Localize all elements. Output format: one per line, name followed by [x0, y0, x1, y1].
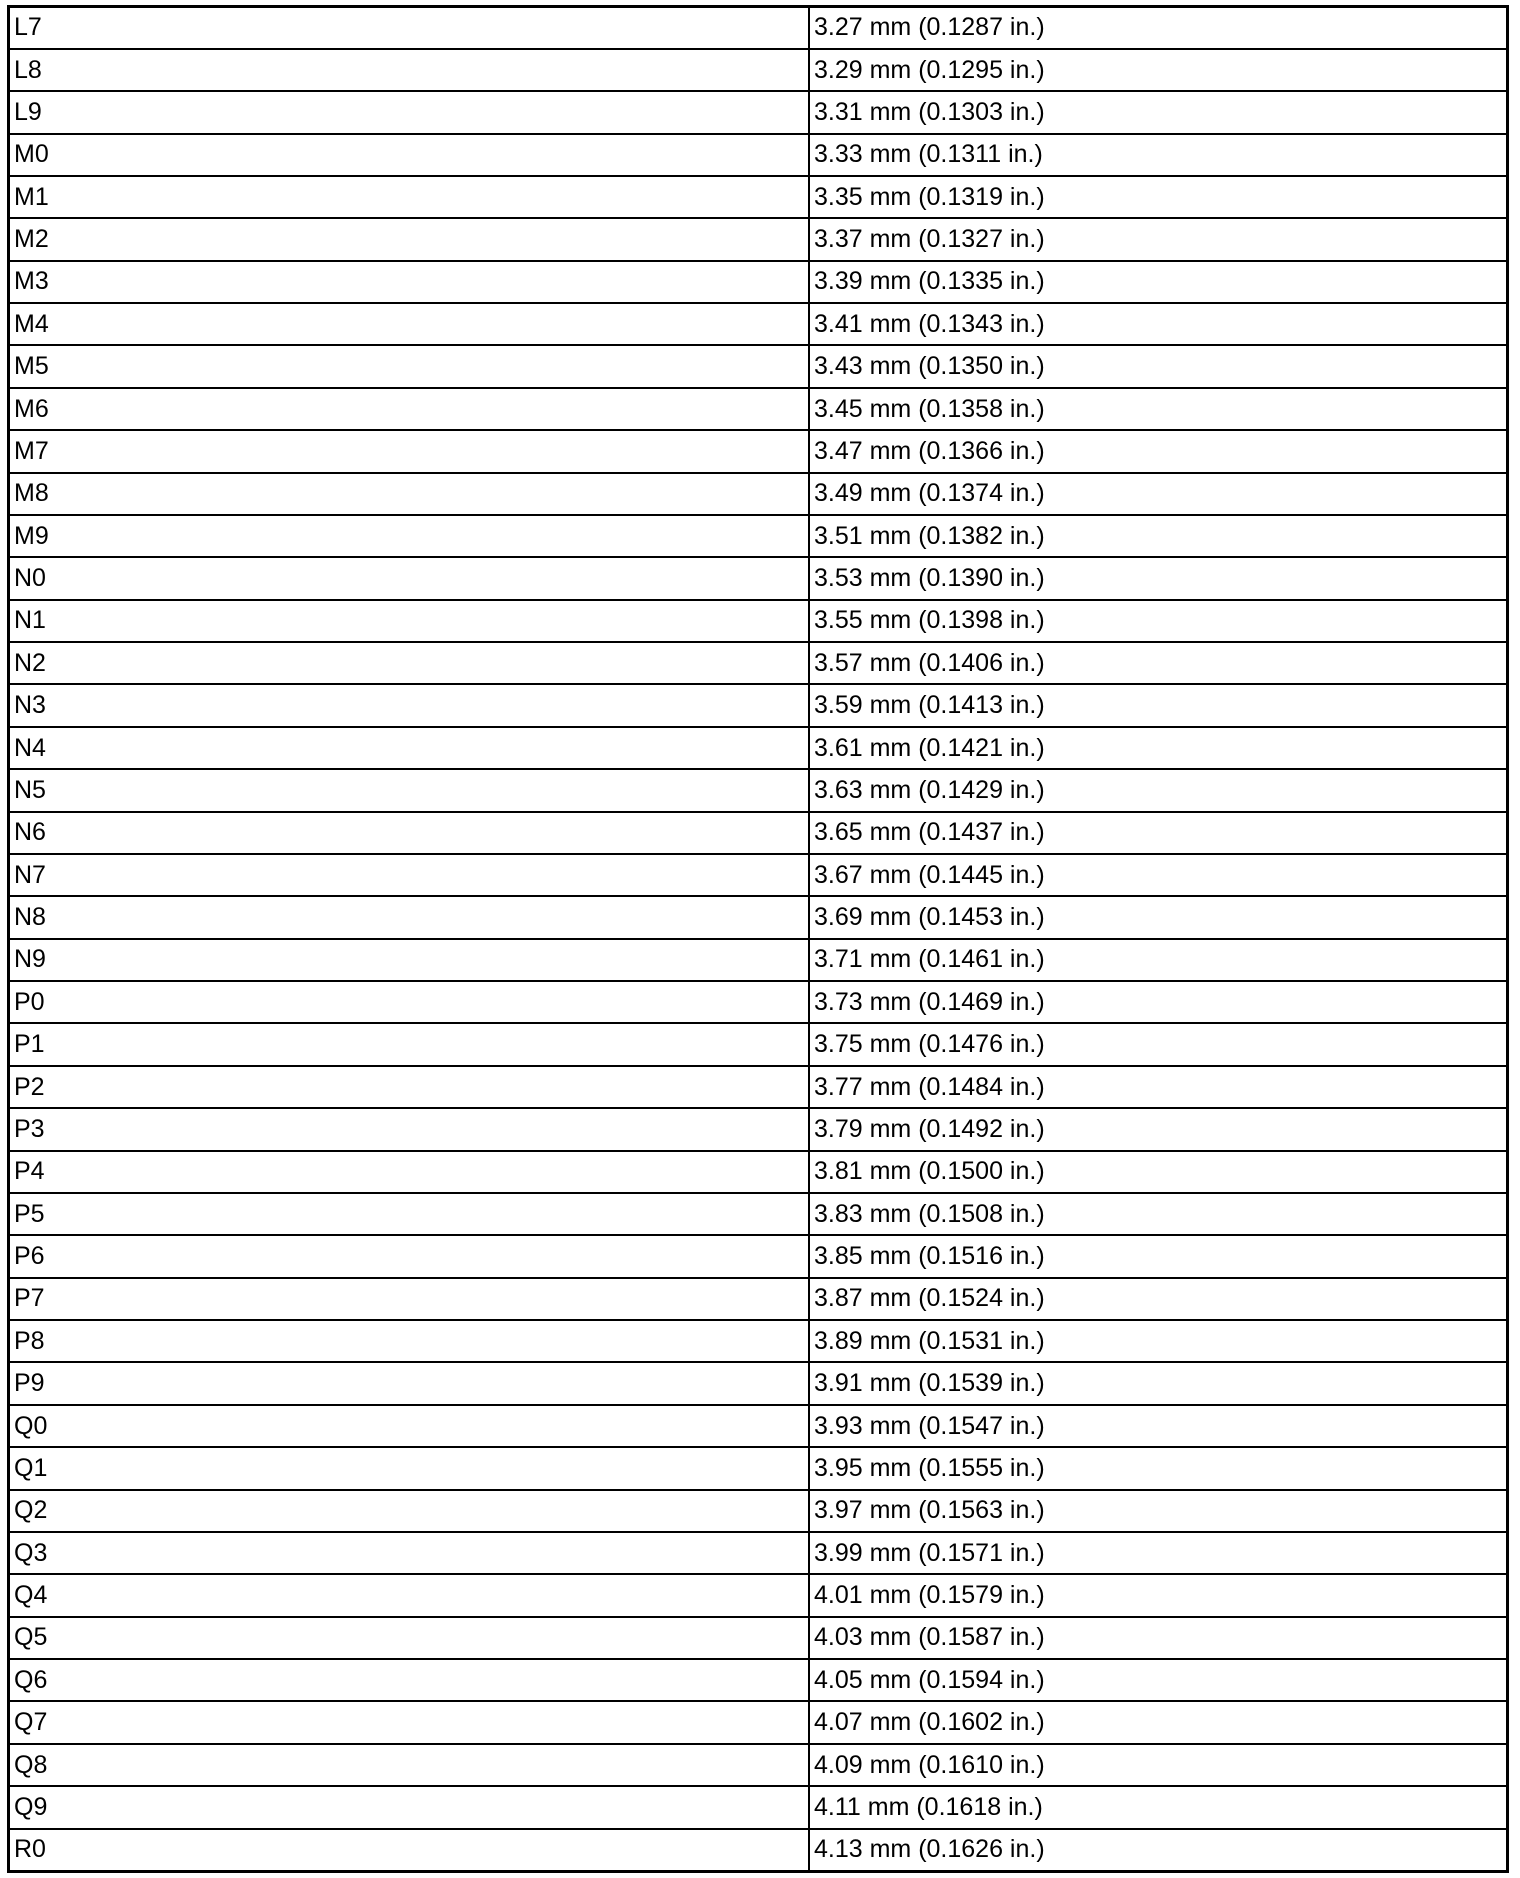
size-code-cell: R0: [10, 1829, 809, 1870]
size-code-cell: P6: [10, 1235, 809, 1277]
dimension-cell: 3.79 mm (0.1492 in.): [809, 1108, 1506, 1150]
table-row: [10, 1193, 1506, 1235]
table-row: [10, 261, 1506, 303]
table-row: [10, 176, 1506, 218]
dimension-cell: 4.01 mm (0.1579 in.): [809, 1574, 1506, 1616]
table-row: [10, 684, 1506, 726]
dimension-cell: 3.89 mm (0.1531 in.): [809, 1320, 1506, 1362]
size-code-cell: M2: [10, 218, 809, 260]
table-row: [10, 1659, 1506, 1701]
table-row: [10, 91, 1506, 133]
table-row: [10, 1490, 1506, 1532]
size-code-cell: L7: [10, 8, 809, 49]
table-row: [10, 896, 1506, 938]
size-code-cell: P3: [10, 1108, 809, 1150]
size-code-cell: N5: [10, 769, 809, 811]
size-code-cell: P1: [10, 1023, 809, 1065]
dimension-cell: 3.33 mm (0.1311 in.): [809, 134, 1506, 176]
table-row: [10, 727, 1506, 769]
size-code-cell: Q3: [10, 1532, 809, 1574]
dimension-cell: 3.47 mm (0.1366 in.): [809, 430, 1506, 472]
dimension-cell: 3.49 mm (0.1374 in.): [809, 473, 1506, 515]
size-code-cell: M0: [10, 134, 809, 176]
table-row: [10, 1320, 1506, 1362]
table-row: [10, 1235, 1506, 1277]
dimension-cell: 4.05 mm (0.1594 in.): [809, 1659, 1506, 1701]
dimension-cell: 4.13 mm (0.1626 in.): [809, 1829, 1506, 1870]
size-code-cell: P5: [10, 1193, 809, 1235]
size-code-cell: Q5: [10, 1617, 809, 1659]
dimension-cell: 3.35 mm (0.1319 in.): [809, 176, 1506, 218]
dimension-cell: 3.83 mm (0.1508 in.): [809, 1193, 1506, 1235]
dimension-cell: 3.77 mm (0.1484 in.): [809, 1066, 1506, 1108]
dimension-cell: 3.91 mm (0.1539 in.): [809, 1362, 1506, 1404]
dimension-cell: 3.37 mm (0.1327 in.): [809, 218, 1506, 260]
dimension-cell: 3.99 mm (0.1571 in.): [809, 1532, 1506, 1574]
table-row: [10, 939, 1506, 981]
dimension-cell: 3.45 mm (0.1358 in.): [809, 388, 1506, 430]
size-code-cell: N9: [10, 939, 809, 981]
dimension-cell: 3.53 mm (0.1390 in.): [809, 557, 1506, 599]
table-row: [10, 1066, 1506, 1108]
size-code-cell: Q9: [10, 1786, 809, 1828]
size-code-cell: N6: [10, 812, 809, 854]
size-code-cell: N2: [10, 642, 809, 684]
size-code-cell: M6: [10, 388, 809, 430]
dimension-cell: 3.67 mm (0.1445 in.): [809, 854, 1506, 896]
dimension-cell: 3.95 mm (0.1555 in.): [809, 1447, 1506, 1489]
table-row: [10, 557, 1506, 599]
size-code-cell: Q1: [10, 1447, 809, 1489]
size-code-cell: N4: [10, 727, 809, 769]
dimension-cell: 3.69 mm (0.1453 in.): [809, 896, 1506, 938]
table-row: [10, 1405, 1506, 1447]
dimension-cell: 4.03 mm (0.1587 in.): [809, 1617, 1506, 1659]
size-code-cell: P0: [10, 981, 809, 1023]
size-code-cell: N3: [10, 684, 809, 726]
size-table-body: [10, 8, 1506, 1870]
table-row: [10, 388, 1506, 430]
table-row: [10, 1744, 1506, 1786]
table-row: [10, 1829, 1506, 1870]
size-code-cell: P2: [10, 1066, 809, 1108]
dimension-cell: 3.39 mm (0.1335 in.): [809, 261, 1506, 303]
size-code-cell: Q8: [10, 1744, 809, 1786]
size-code-cell: P8: [10, 1320, 809, 1362]
table-row: [10, 430, 1506, 472]
size-code-cell: P7: [10, 1278, 809, 1320]
dimension-cell: 3.57 mm (0.1406 in.): [809, 642, 1506, 684]
dimension-cell: 3.65 mm (0.1437 in.): [809, 812, 1506, 854]
dimension-cell: 3.55 mm (0.1398 in.): [809, 600, 1506, 642]
table-row: [10, 1617, 1506, 1659]
table-row: [10, 812, 1506, 854]
dimension-cell: 3.27 mm (0.1287 in.): [809, 8, 1506, 49]
table-row: [10, 1108, 1506, 1150]
size-code-cell: P9: [10, 1362, 809, 1404]
dimension-cell: 3.31 mm (0.1303 in.): [809, 91, 1506, 133]
table-row: [10, 1278, 1506, 1320]
dimension-cell: 3.73 mm (0.1469 in.): [809, 981, 1506, 1023]
size-code-cell: Q6: [10, 1659, 809, 1701]
table-row: [10, 473, 1506, 515]
table-row: [10, 134, 1506, 176]
dimension-cell: 3.97 mm (0.1563 in.): [809, 1490, 1506, 1532]
size-table-container: [7, 5, 1509, 1873]
dimension-cell: 3.59 mm (0.1413 in.): [809, 684, 1506, 726]
dimension-cell: 4.09 mm (0.1610 in.): [809, 1744, 1506, 1786]
table-row: [10, 1447, 1506, 1489]
dimension-cell: 3.85 mm (0.1516 in.): [809, 1235, 1506, 1277]
size-code-cell: M9: [10, 515, 809, 557]
table-row: [10, 1362, 1506, 1404]
size-table: [10, 8, 1506, 1870]
dimension-cell: 3.71 mm (0.1461 in.): [809, 939, 1506, 981]
size-code-cell: P4: [10, 1151, 809, 1193]
dimension-cell: 3.51 mm (0.1382 in.): [809, 515, 1506, 557]
table-row: [10, 515, 1506, 557]
table-row: [10, 1532, 1506, 1574]
size-code-cell: M7: [10, 430, 809, 472]
dimension-cell: 3.81 mm (0.1500 in.): [809, 1151, 1506, 1193]
dimension-cell: 3.63 mm (0.1429 in.): [809, 769, 1506, 811]
table-row: [10, 600, 1506, 642]
dimension-cell: 3.93 mm (0.1547 in.): [809, 1405, 1506, 1447]
dimension-cell: 3.41 mm (0.1343 in.): [809, 303, 1506, 345]
dimension-cell: 3.75 mm (0.1476 in.): [809, 1023, 1506, 1065]
dimension-cell: 3.87 mm (0.1524 in.): [809, 1278, 1506, 1320]
size-code-cell: Q4: [10, 1574, 809, 1616]
size-code-cell: N1: [10, 600, 809, 642]
size-code-cell: M5: [10, 345, 809, 387]
table-row: [10, 642, 1506, 684]
table-row: [10, 1023, 1506, 1065]
size-code-cell: Q2: [10, 1490, 809, 1532]
size-code-cell: L9: [10, 91, 809, 133]
table-row: [10, 981, 1506, 1023]
table-row: [10, 1786, 1506, 1828]
size-code-cell: M4: [10, 303, 809, 345]
dimension-cell: 4.07 mm (0.1602 in.): [809, 1701, 1506, 1743]
size-code-cell: N0: [10, 557, 809, 599]
table-row: [10, 1151, 1506, 1193]
size-code-cell: L8: [10, 49, 809, 91]
size-code-cell: N7: [10, 854, 809, 896]
table-row: [10, 8, 1506, 49]
dimension-cell: 4.11 mm (0.1618 in.): [809, 1786, 1506, 1828]
size-code-cell: Q0: [10, 1405, 809, 1447]
table-row: [10, 218, 1506, 260]
size-code-cell: M3: [10, 261, 809, 303]
dimension-cell: 3.29 mm (0.1295 in.): [809, 49, 1506, 91]
size-code-cell: Q7: [10, 1701, 809, 1743]
table-row: [10, 303, 1506, 345]
table-row: [10, 854, 1506, 896]
table-row: [10, 1701, 1506, 1743]
table-row: [10, 1574, 1506, 1616]
table-row: [10, 345, 1506, 387]
table-row: [10, 49, 1506, 91]
size-code-cell: N8: [10, 896, 809, 938]
table-row: [10, 769, 1506, 811]
dimension-cell: 3.43 mm (0.1350 in.): [809, 345, 1506, 387]
dimension-cell: 3.61 mm (0.1421 in.): [809, 727, 1506, 769]
size-code-cell: M8: [10, 473, 809, 515]
size-code-cell: M1: [10, 176, 809, 218]
